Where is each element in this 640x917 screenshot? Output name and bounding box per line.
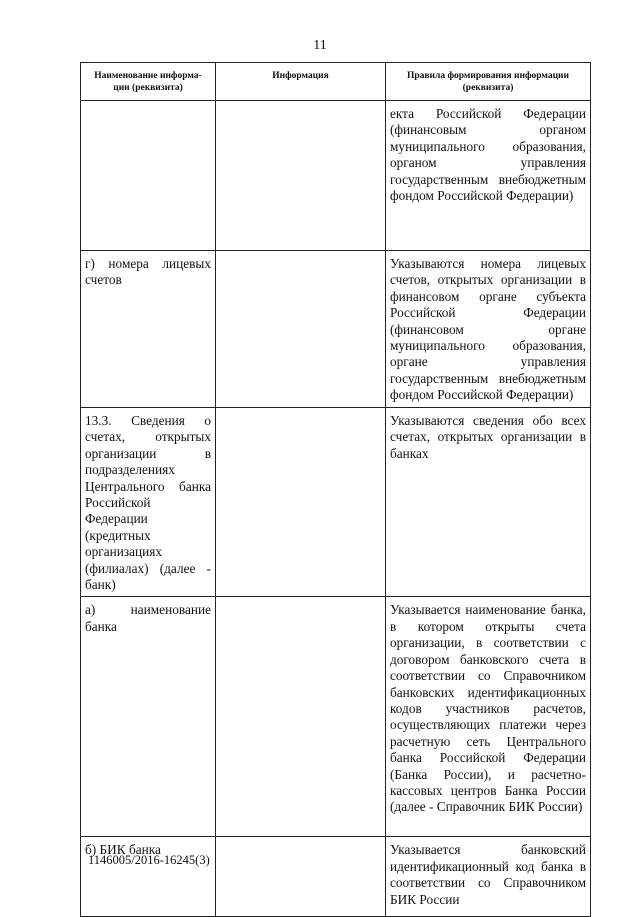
header-row: [81, 63, 591, 101]
page-number: 11: [313, 38, 327, 53]
table-row: [81, 597, 591, 837]
cell-rule: Указываются номера лицевых счетов, открытых организации в финансовом органе субъекта Российской Федерации (финансовом органе муниципального образования, органе управления государственным внебюджетным фондом Российской Федерации): [386, 251, 591, 408]
table-row: [81, 101, 591, 251]
cell-name: а) наименование банка: [81, 597, 216, 837]
cell-rule: Указывается наименование банка, в котором открыты счета организации, в соответствии с договором банковского счета в соответствии со Справочником банковских идентификационных кодов участников расчетов, осуществляющих платежи через расчетную сеть Центрального банка Российской Федерации (Банка России), и расчетно-кассовых центров Банка России (далее - Справочник БИК России): [386, 597, 591, 837]
cell-info: [216, 251, 386, 408]
table-row: [81, 408, 591, 597]
cell-info: [216, 101, 386, 251]
cell-name: г) номера лицевых счетов: [81, 251, 216, 408]
cell-name: б) БИК банка: [81, 837, 216, 917]
cell-info: [216, 408, 386, 597]
requisites-table: [80, 62, 591, 917]
header-rules: Правила формирования информации (реквизита): [386, 63, 591, 101]
cell-rule: екта Российской Федерации (финансовым органом муниципального образования, органом управления государственным внебюджетным фондом Российской Федерации): [386, 101, 591, 251]
cell-rule: Указываются сведения обо всех счетах, открытых организации в банках: [386, 408, 591, 597]
table-header: [81, 63, 591, 101]
cell-name: 13.3. Сведения о счетах, открытых организации в подразделениях Центрального банка Российской Федерации (кредитных организациях (филиалах) (далее - банк): [81, 408, 216, 597]
header-name: Наименование информа- ции (реквизита): [81, 63, 216, 101]
cell-rule: Указывается банковский идентификационный код банка в соответствии со Справочником БИК России: [386, 837, 591, 917]
table-row: [81, 251, 591, 408]
document-code: 1146005/2016-16245(3): [88, 853, 210, 867]
cell-info: [216, 597, 386, 837]
cell-name: [81, 101, 216, 251]
header-info: Информация: [216, 63, 386, 101]
